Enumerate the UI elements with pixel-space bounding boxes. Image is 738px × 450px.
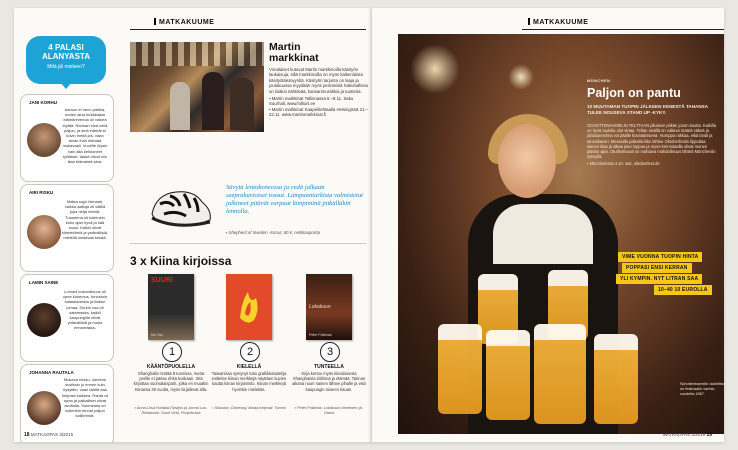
person-panel-1 (20, 94, 114, 182)
section-tag-left: MATKAKUUME (154, 18, 214, 26)
price-banner-1: VIME VUONNA TUOPIN HINTA (618, 252, 702, 262)
section-tag-right: MATKAKUUME (528, 18, 588, 26)
book-heading-2: KIELELLÄ (236, 364, 262, 370)
badge-title: 4 PALASI ALANYASTA (41, 43, 90, 61)
article-lead: 10 MUUTAMAN TUOPIN JÄLKEEN KENESTÄ TAHANSA TULEE NOUSEVA STAND UP -KYKY. (587, 104, 708, 115)
market-info-2: ▪ Martin markkinat Kaapelitehtaalla Helsingissä 21.–22.11. www.martinmarkkinat.fi (269, 106, 368, 118)
book-body-1: Shanghailin lentää 9 tunnissa, mutta perille ei pääse ehkä koskaan. Sitä kirjoittaa suomalaisparit, jotka eri muutkin Kiinassa 30 vuotta, myös kirjailevat alla. (133, 371, 209, 392)
photo-caption: Schottenhamelin olutteltta on festivaalin vanhin, vuodelta 1867. (680, 382, 724, 396)
market-body: Viroalaiset kutovat Martin markkinoilla käsityön laukaisuja, sillä markkinoilla on myös kaikenlaista käsityöläismyyntiä. Käsityön tarjonta on laaja ja joulukuussa myydään myös perinteisiä Sakuhallissa on lisäksi nähtävää, kansanmusiikkia ja tuotteita. ▪ Martin markkinat Tallinnassa 6.–8.11. Saku Suurhall, www.folkart.ee ▪ Martin markkinat Kaapelitehtaalla Helsingissä 21.–22.11. www.martinmarkkinat.fi (269, 67, 368, 118)
person-name: LAMIN SAINE (29, 280, 59, 285)
book-body-2: Taiwanissa syntynyt tuttu grafiikkataitelija esittelee kiinan merkkejä näyttäen kuvien kautta kiinan kirjaimisto. Kiinan merkkejä hyvinkin mielekäs. (211, 371, 287, 392)
price-banner-2: POPPASI ENSI KERRAN (622, 263, 692, 273)
book-heading-3: TUNTEELLA (314, 364, 344, 370)
person-photo (27, 391, 61, 425)
market-photo (130, 42, 264, 132)
book-number-1: 1 (162, 342, 182, 362)
badge-tail (60, 82, 72, 89)
market-info-1: ▪ Martin markkinat Tallinnassa 6.–8.11. Saku Suurhall, www.folkart.ee (269, 96, 354, 107)
book-cover-3: Lokakuun Peter Polkinas (306, 274, 352, 340)
book-source-1: ▪ Anna-Liisa Huhtala-Flavijns ja Jorma Luo-Rintakoski: Suuri Virta, Pohjoisvirta (134, 406, 208, 415)
person-photo (27, 123, 61, 157)
person-photo (27, 303, 61, 337)
person-text: Mukava reissu, olemme suvittain jo ennen kuin kysyttiin, vaan täältä saa helposti kaikkea. Ranta oli upea ja paikalliset olivat avuliaita. Suomessa on kuitenkin hinnat paljon kalliimmat. (61, 377, 109, 419)
person-name: JOHANNA RAUTALA (29, 370, 74, 375)
right-page (372, 8, 724, 442)
section-divider (130, 243, 366, 244)
person-name: JANI KORHU (29, 100, 58, 105)
book-cover-1: SUURI Mo Yan (148, 274, 194, 340)
book-source-3: ▪ Peter Polkinas: Lokakuun viimeinen yö. Otava (294, 406, 364, 415)
person-text: Matka sujui hienosti, vaikka aaltoja oli välillä jopa neljä metriä. Tunnelma oli kuitenkin koko ajan hyvä ja sää suosi. Kaikki olivat kiireettömiä ja ystävällisiä, mielellä loistavaa kesää. (61, 199, 109, 241)
person-panel-4 (20, 364, 114, 442)
folio-right: MATKAOPAS 3/2015 19 (662, 432, 712, 438)
person-text: Lomani kokonaisuus oli upea kokemus. Innostuin kalastuksesta ja lisäsin lomaa. Suurin osa oli satamassa, kaikki kaupungilla olivat ystävällisiä ja ruoka erinomaista. (62, 289, 108, 331)
badge-subtitle: Mitä jäi mieleen? (47, 64, 85, 70)
person-panel-2 (20, 184, 114, 272)
article-body: SCHOTTENHAMELIN TELTTAAN pikaisen pitkän jonon kautta. Kaikilla on hyvä tuulella olut virtaa. Teltan sisällä on valtava määrä väkeä ja juhlatunnelma voi päälle kovaäänisenä. Humppa rakkaa, eikä lantit ja tanssikaveri. Messuilla paikalla liike lähtee Oktoberfestin lipputtaa sienen tilaa ja alkaa pian loppua ja myös kerrostaalla olivat monen päivän ajan. Olutfestivaali on mahtava mahdollisuus lähteä Müncheniin syksyllä. ▪ Münchenissä 4.10. asti, oktoberfest.de (587, 123, 717, 167)
slippers-text: Sävytä lentokoneessa ja vedä jalkaan seeprakuvioiset tossut. Lampaanturkista valmistetut jalkineet pitävät varpaat lämpiminä pitkälläkin lennolla. (226, 184, 363, 215)
sidebar-badge (26, 36, 106, 84)
book-number-3: 3 (320, 342, 340, 362)
header-rule-right (522, 29, 724, 30)
person-panel-3 (20, 274, 114, 362)
person-text: Aamun ei heno palkka, moten aina turkkilaista elämänmenoa oli vaikea löytää. Rannan eikä vielä paljon, ja sinä elämät ei kovin meitä jos, vaan aivan ihan elämää mukavasti. Vuorille löysin vain alla kellooneet työläiset, taidot olivat niin liian elämäntä aina. (62, 107, 108, 165)
book-body-3: Kirja kertoo myös kiinalaisesta Shanghaista tiirilinnä ja elämää. Tarinan aikana nuori nainen lähtee pihalle ja etsii kaupungin toiseen kauan. (292, 371, 366, 392)
book-number-2: 2 (240, 342, 260, 362)
article-title: Paljon on pantu (587, 86, 681, 100)
slippers-source: ▪ Shepherd of Sweden -tossut, 80 €, nettikaupoista (226, 230, 321, 235)
header-rule-left (130, 29, 366, 30)
person-photo (27, 215, 61, 249)
book-cover-2 (226, 274, 272, 340)
book-source-2: ▪ Shaolan: Chineasy, kiinaa helposti. Tammi (212, 406, 286, 410)
city-label: MÜNCHEN (587, 78, 611, 83)
folio-left: 18 MATKAOPAS 3/2015 (24, 432, 74, 438)
left-page (14, 8, 372, 442)
price-banner-4: 10–40 10 EUROLLA (654, 285, 712, 295)
price-banner-3: YLI KYMPIN. NYT LITRAN SAA (616, 274, 702, 284)
book-2-illustration (226, 274, 272, 340)
zebra-slipper-image (146, 184, 216, 230)
market-title: Martin markkinat (269, 41, 319, 64)
article-info: ▪ Münchenissä 4.10. asti, oktoberfest.de (587, 161, 660, 167)
books-title: 3 x Kiina kirjoissa (130, 254, 232, 268)
person-name: AIRI RISKU (29, 190, 54, 195)
book-heading-1: KÄÄNTÖPUOLELLA (146, 364, 196, 370)
